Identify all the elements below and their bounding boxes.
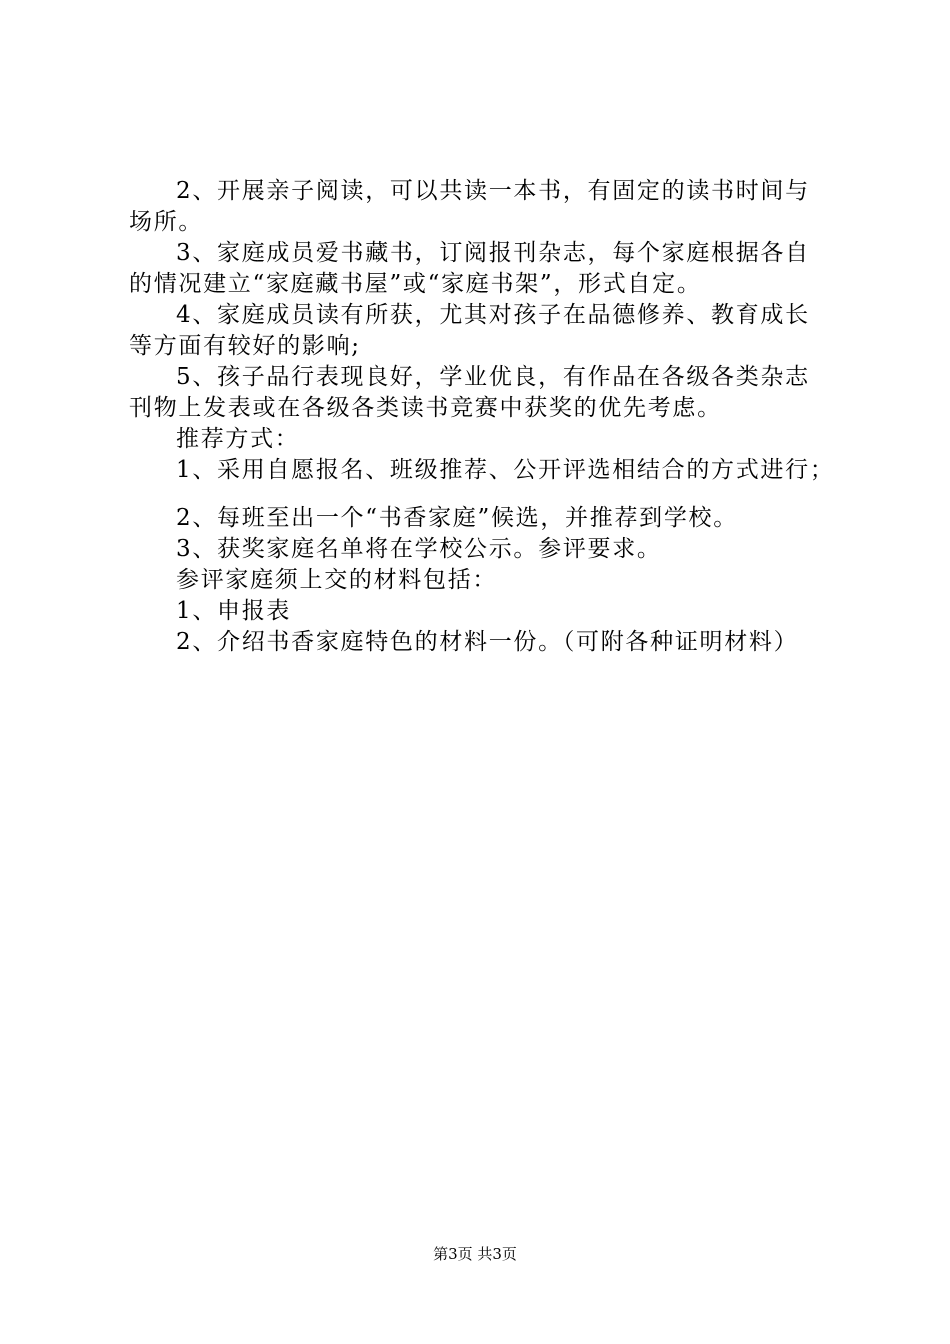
- paragraph-2-line-1: 2、开展亲子阅读，可以共读一本书，有固定的读书时间与: [176, 178, 810, 204]
- paragraph-5-line-2: 刊物上发表或在各级各类读书竞赛中获奖的优先考虑。: [129, 395, 722, 421]
- document-body: [129, 176, 841, 658]
- paragraph-2-line-2: 场所。: [129, 209, 204, 235]
- paragraph-gap: [129, 486, 841, 503]
- recommend-item-2: 2、每班至出一个“书香家庭”候选，并推荐到学校。: [176, 505, 738, 531]
- paragraph-3-line-2: 的情况建立“家庭藏书屋”或“家庭书架”，形式自定。: [129, 271, 702, 297]
- paragraph-4-line-1: 4、家庭成员读有所获，尤其对孩子在品德修养、教育成长: [176, 302, 810, 328]
- paragraph-3-line-1: 3、家庭成员爱书藏书，订阅报刊杂志，每个家庭根据各自: [176, 240, 810, 266]
- materials-heading: 参评家庭须上交的材料包括：: [176, 567, 498, 593]
- paragraph-5-line-1: 5、孩子品行表现良好，学业优良，有作品在各级各类杂志: [176, 364, 810, 390]
- recommend-item-3: 3、获奖家庭名单将在学校公示。参评要求。: [176, 536, 662, 562]
- paragraph-4-line-2: 等方面有较好的影响;: [129, 333, 361, 359]
- recommend-heading: 推荐方式：: [176, 426, 300, 452]
- recommend-item-1: 1、采用自愿报名、班级推荐、公开评选相结合的方式进行；: [176, 457, 835, 483]
- materials-item-2: 2、介绍书香家庭特色的材料一份。（可附各种证明材料）: [176, 629, 799, 655]
- page-footer: 第3页 共3页: [433, 1245, 517, 1263]
- materials-item-1: 1、申报表: [176, 598, 292, 624]
